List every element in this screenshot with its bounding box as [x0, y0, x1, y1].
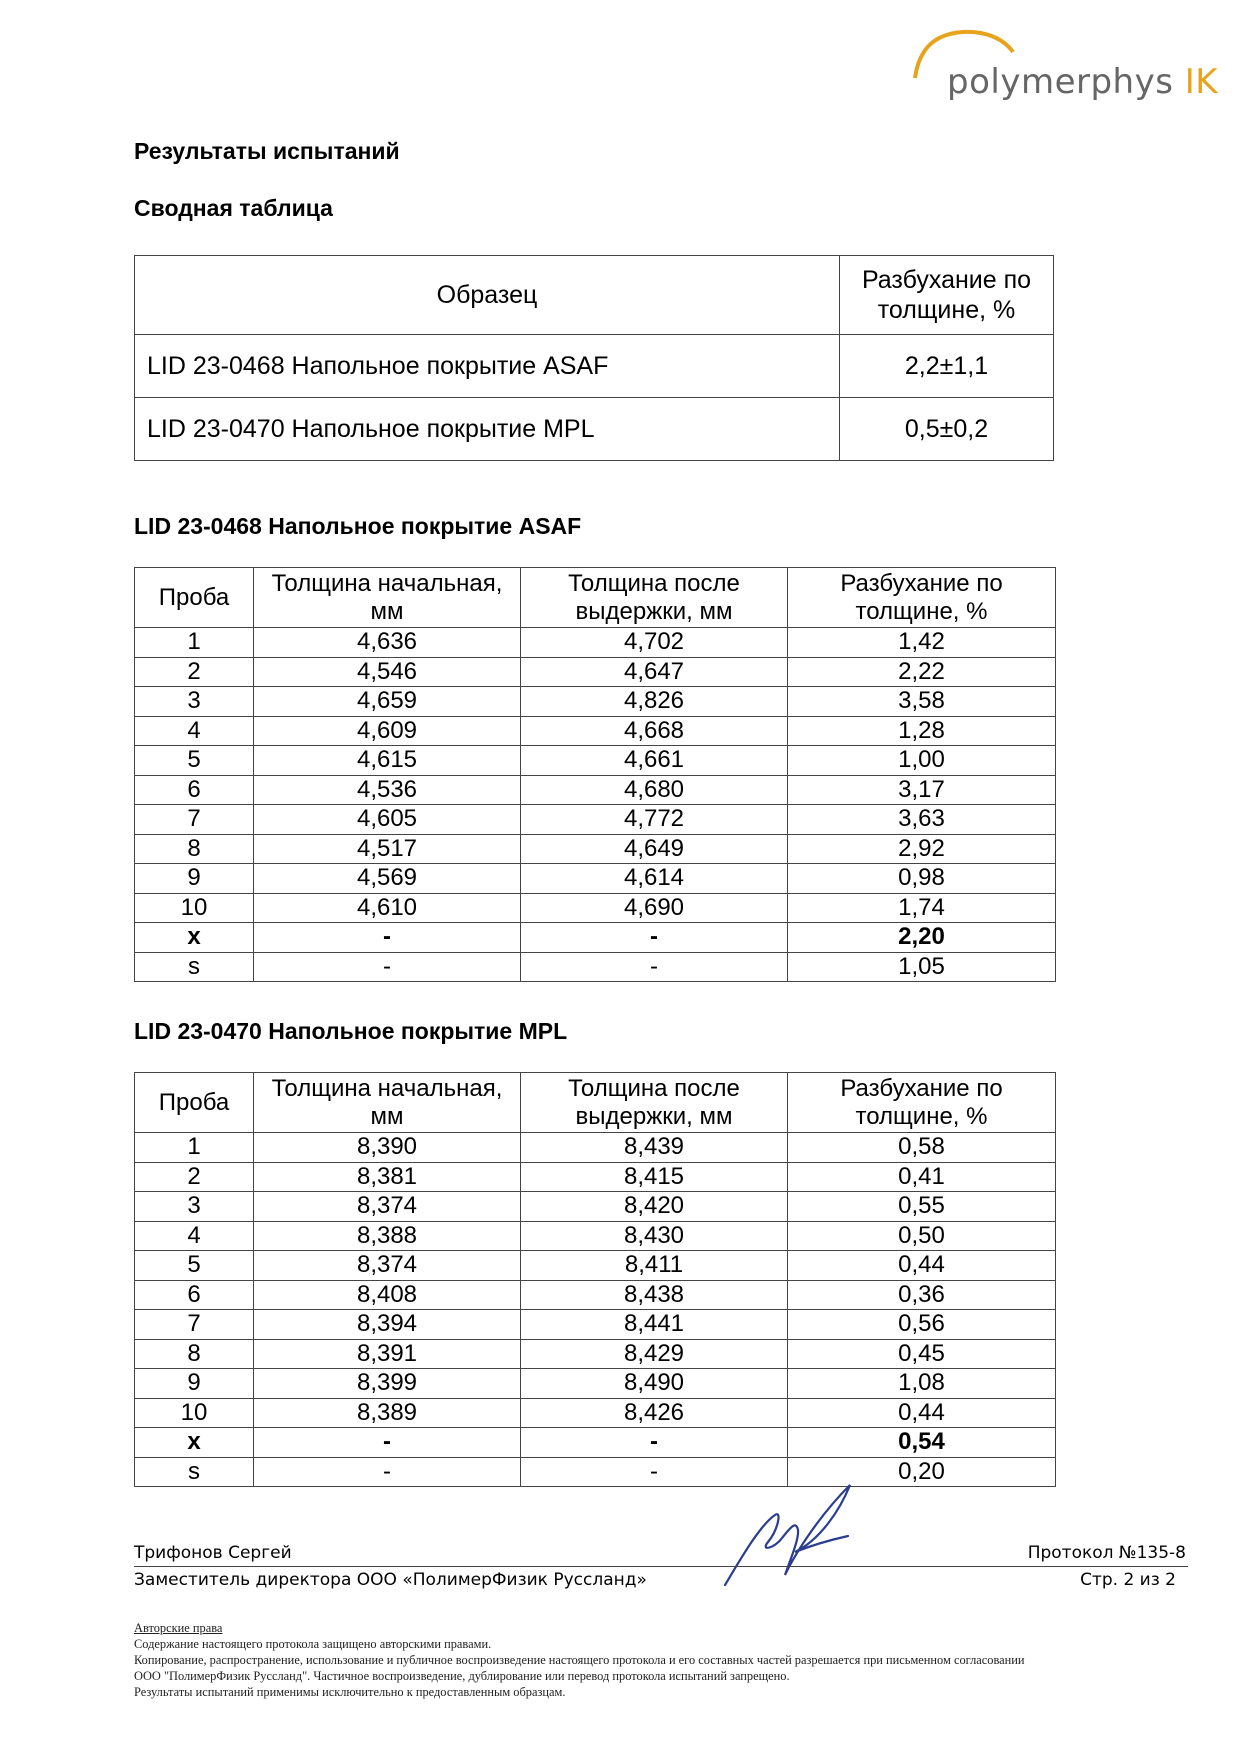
cell-initial-thickness: 4,536 [254, 775, 521, 805]
cell-swelling: 1,05 [788, 952, 1056, 982]
cell-after-thickness: 4,702 [521, 628, 788, 658]
header-swelling: Разбухание по толщине, % [788, 1073, 1056, 1133]
summary-value: 0,5±0,2 [840, 398, 1054, 461]
cell-initial-thickness: 8,391 [254, 1339, 521, 1369]
cell-probe: 9 [135, 864, 254, 894]
table-row [135, 1133, 1056, 1163]
company-logo [905, 22, 1219, 102]
cell-probe: 5 [135, 1251, 254, 1281]
cell-swelling: 0,56 [788, 1310, 1056, 1340]
cell-after-thickness: 4,826 [521, 687, 788, 717]
cell-initial-thickness: 4,659 [254, 687, 521, 717]
table-row [135, 1280, 1056, 1310]
protocol-number: Протокол №135-8 [1027, 1543, 1186, 1563]
cell-probe: 7 [135, 805, 254, 835]
cell-initial-thickness: 4,610 [254, 893, 521, 923]
page-number: Стр. 2 из 2 [1080, 1570, 1176, 1590]
cell-probe: x [135, 923, 254, 953]
copyright-title: Авторские права [134, 1621, 223, 1635]
cell-swelling: 0,45 [788, 1339, 1056, 1369]
cell-after-thickness: 8,411 [521, 1251, 788, 1281]
header-after-thickness: Толщина после выдержки, мм [521, 568, 788, 628]
table-row [135, 746, 1056, 776]
header-swelling: Разбухание по толщине, % [788, 568, 1056, 628]
cell-probe: 10 [135, 1398, 254, 1428]
cell-after-thickness: 8,441 [521, 1310, 788, 1340]
cell-swelling: 1,00 [788, 746, 1056, 776]
cell-probe: 10 [135, 893, 254, 923]
cell-initial-thickness: 4,609 [254, 716, 521, 746]
table-row [135, 893, 1056, 923]
cell-after-thickness: 4,661 [521, 746, 788, 776]
copyright-line: Содержание настоящего протокола защищено авторскими правами. [134, 1637, 492, 1651]
cell-swelling: 0,58 [788, 1133, 1056, 1163]
cell-initial-thickness: 4,517 [254, 834, 521, 864]
summary-table [134, 255, 1054, 461]
cell-after-thickness: - [521, 923, 788, 953]
header-initial-thickness: Толщина начальная, мм [254, 1073, 521, 1133]
cell-after-thickness: 8,430 [521, 1221, 788, 1251]
cell-after-thickness: - [521, 952, 788, 982]
cell-after-thickness: 4,690 [521, 893, 788, 923]
table-row [135, 805, 1056, 835]
cell-after-thickness: 8,420 [521, 1192, 788, 1222]
results-title: Результаты испытаний [134, 138, 400, 164]
cell-probe: 4 [135, 716, 254, 746]
header-probe: Проба [135, 1073, 254, 1133]
cell-probe: s [135, 1457, 254, 1487]
cell-swelling: 3,58 [788, 687, 1056, 717]
summary-header-swelling: Разбухание по толщине, % [840, 256, 1054, 335]
logo-text: polymerphys IK [947, 62, 1219, 102]
summary-header-row [135, 256, 1054, 335]
table-row [135, 628, 1056, 658]
table-row [135, 657, 1056, 687]
cell-initial-thickness: 8,374 [254, 1192, 521, 1222]
cell-swelling: 1,42 [788, 628, 1056, 658]
copyright-notice [134, 1620, 1025, 1700]
cell-initial-thickness: - [254, 1457, 521, 1487]
cell-initial-thickness: - [254, 923, 521, 953]
cell-swelling: 0,36 [788, 1280, 1056, 1310]
asaf-data-table [134, 567, 1056, 982]
summary-header-sample: Образец [135, 256, 840, 335]
cell-probe: 6 [135, 1280, 254, 1310]
cell-probe: 1 [135, 628, 254, 658]
table-row [135, 1428, 1056, 1458]
cell-swelling: 0,20 [788, 1457, 1056, 1487]
cell-initial-thickness: 4,636 [254, 628, 521, 658]
cell-after-thickness: 8,429 [521, 1339, 788, 1369]
data-header-row [135, 568, 1056, 628]
table-row [135, 1339, 1056, 1369]
summary-sample: LID 23-0468 Напольное покрытие ASAF [135, 335, 840, 398]
table-row [135, 1398, 1056, 1428]
table-row [135, 687, 1056, 717]
cell-initial-thickness: - [254, 1428, 521, 1458]
cell-swelling: 1,08 [788, 1369, 1056, 1399]
cell-probe: s [135, 952, 254, 982]
cell-swelling: 0,55 [788, 1192, 1056, 1222]
copyright-line: Результаты испытаний применимы исключительно к предоставленным образцам. [134, 1685, 566, 1699]
cell-initial-thickness: 8,389 [254, 1398, 521, 1428]
cell-initial-thickness: 8,381 [254, 1162, 521, 1192]
cell-swelling: 0,98 [788, 864, 1056, 894]
cell-probe: 3 [135, 1192, 254, 1222]
cell-initial-thickness: 8,374 [254, 1251, 521, 1281]
header-probe: Проба [135, 568, 254, 628]
cell-initial-thickness: 8,408 [254, 1280, 521, 1310]
cell-swelling: 0,54 [788, 1428, 1056, 1458]
summary-sample: LID 23-0470 Напольное покрытие MPL [135, 398, 840, 461]
cell-swelling: 0,50 [788, 1221, 1056, 1251]
table-row [135, 1369, 1056, 1399]
summary-row [135, 335, 1054, 398]
cell-after-thickness: 8,426 [521, 1398, 788, 1428]
table-row [135, 1251, 1056, 1281]
cell-probe: 4 [135, 1221, 254, 1251]
cell-after-thickness: 4,649 [521, 834, 788, 864]
cell-initial-thickness: 8,388 [254, 1221, 521, 1251]
cell-initial-thickness: - [254, 952, 521, 982]
table-row [135, 775, 1056, 805]
cell-probe: 2 [135, 657, 254, 687]
cell-after-thickness: - [521, 1457, 788, 1487]
copyright-line: Копирование, распространение, использование и публичное воспроизведение настоящего протокола и его составных частей разрешается при письменном согласовании [134, 1653, 1025, 1667]
header-after-thickness: Толщина после выдержки, мм [521, 1073, 788, 1133]
footer-divider [134, 1566, 1188, 1567]
cell-initial-thickness: 8,394 [254, 1310, 521, 1340]
cell-initial-thickness: 8,390 [254, 1133, 521, 1163]
cell-initial-thickness: 4,569 [254, 864, 521, 894]
table-row [135, 1192, 1056, 1222]
summary-value: 2,2±1,1 [840, 335, 1054, 398]
table-row [135, 952, 1056, 982]
table-row [135, 864, 1056, 894]
cell-swelling: 3,63 [788, 805, 1056, 835]
cell-swelling: 2,92 [788, 834, 1056, 864]
cell-swelling: 3,17 [788, 775, 1056, 805]
cell-probe: 1 [135, 1133, 254, 1163]
cell-probe: 5 [135, 746, 254, 776]
cell-swelling: 0,44 [788, 1398, 1056, 1428]
cell-initial-thickness: 8,399 [254, 1369, 521, 1399]
cell-after-thickness: 8,439 [521, 1133, 788, 1163]
cell-swelling: 0,44 [788, 1251, 1056, 1281]
cell-probe: 7 [135, 1310, 254, 1340]
cell-probe: 9 [135, 1369, 254, 1399]
cell-swelling: 2,22 [788, 657, 1056, 687]
cell-probe: 3 [135, 687, 254, 717]
cell-after-thickness: 8,415 [521, 1162, 788, 1192]
mpl-data-table [134, 1072, 1056, 1487]
cell-probe: 8 [135, 834, 254, 864]
cell-after-thickness: 4,680 [521, 775, 788, 805]
table-row [135, 834, 1056, 864]
handwritten-signature [720, 1480, 870, 1590]
data-header-row [135, 1073, 1056, 1133]
table-row [135, 1457, 1056, 1487]
copyright-line: ООО "ПолимерФизик Руссланд". Частичное воспроизведение, дублирование или перевод протокола испытаний запрещено. [134, 1669, 790, 1683]
table-row [135, 1162, 1056, 1192]
cell-after-thickness: - [521, 1428, 788, 1458]
cell-after-thickness: 8,490 [521, 1369, 788, 1399]
cell-swelling: 1,74 [788, 893, 1056, 923]
cell-initial-thickness: 4,605 [254, 805, 521, 835]
cell-after-thickness: 4,668 [521, 716, 788, 746]
table-row [135, 923, 1056, 953]
cell-swelling: 0,41 [788, 1162, 1056, 1192]
cell-after-thickness: 4,647 [521, 657, 788, 687]
table-row [135, 1310, 1056, 1340]
signer-position: Заместитель директора ООО «ПолимерФизик Руссланд» [134, 1570, 647, 1590]
signer-name: Трифонов Сергей [134, 1543, 292, 1563]
cell-swelling: 1,28 [788, 716, 1056, 746]
cell-probe: 6 [135, 775, 254, 805]
summary-row [135, 398, 1054, 461]
cell-initial-thickness: 4,615 [254, 746, 521, 776]
cell-after-thickness: 4,772 [521, 805, 788, 835]
cell-probe: 8 [135, 1339, 254, 1369]
table-row [135, 1221, 1056, 1251]
table-row [135, 716, 1056, 746]
cell-after-thickness: 8,438 [521, 1280, 788, 1310]
cell-after-thickness: 4,614 [521, 864, 788, 894]
summary-title: Сводная таблица [134, 195, 333, 221]
header-initial-thickness: Толщина начальная, мм [254, 568, 521, 628]
cell-initial-thickness: 4,546 [254, 657, 521, 687]
cell-probe: 2 [135, 1162, 254, 1192]
mpl-title: LID 23-0470 Напольное покрытие MPL [134, 1018, 568, 1044]
cell-probe: x [135, 1428, 254, 1458]
asaf-title: LID 23-0468 Напольное покрытие ASAF [134, 513, 582, 539]
cell-swelling: 2,20 [788, 923, 1056, 953]
